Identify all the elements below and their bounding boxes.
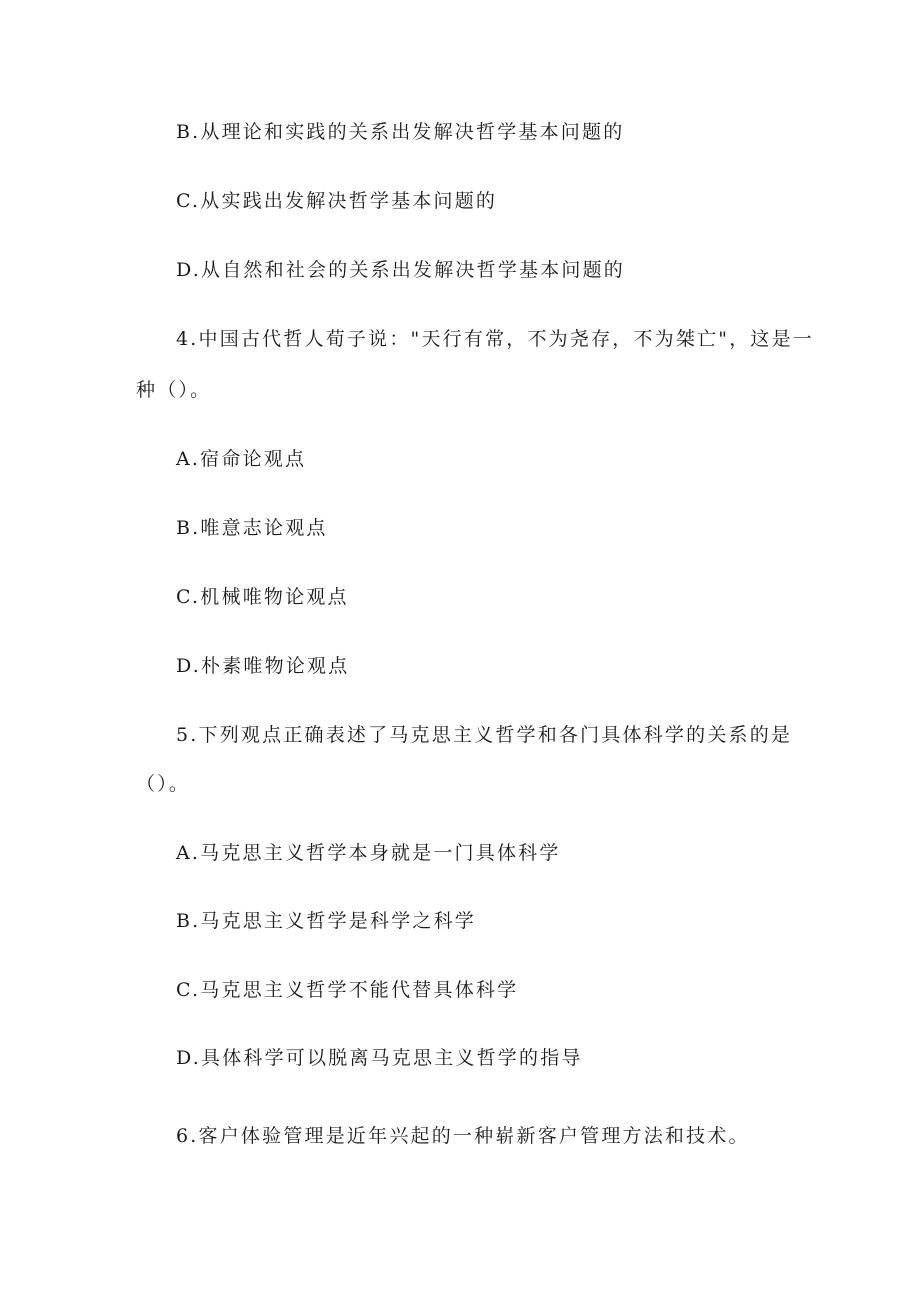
option-5a: A.马克思主义哲学本身就是一门具体科学 — [176, 842, 561, 864]
option-4c: C.机械唯物论观点 — [176, 586, 349, 608]
option-3b: B.从理论和实践的关系出发解决哲学基本问题的 — [176, 121, 625, 143]
option-5d: D.具体科学可以脱离马克思主义哲学的指导 — [176, 1047, 583, 1069]
option-4b: B.唯意志论观点 — [176, 517, 328, 539]
option-4d: D.朴素唯物论观点 — [176, 655, 350, 677]
question-6: 6.客户体验管理是近年兴起的一种崭新客户管理方法和技术。 — [176, 1125, 750, 1147]
question-5-line-1: 5.下列观点正确表述了马克思主义哲学和各门具体科学的关系的是 — [176, 724, 793, 746]
option-3c: C.从实践出发解决哲学基本问题的 — [176, 190, 498, 212]
option-5c: C.马克思主义哲学不能代替具体科学 — [176, 979, 519, 1001]
option-3d: D.从自然和社会的关系出发解决哲学基本问题的 — [176, 259, 625, 281]
question-5-line-2: （）。 — [136, 773, 191, 795]
option-5b: B.马克思主义哲学是科学之科学 — [176, 910, 477, 932]
question-4-line-2: 种（）。 — [136, 379, 212, 401]
question-4-line-1: 4.中国古代哲人荀子说："天行有常，不为尧存，不为桀亡"，这是一 — [176, 328, 815, 350]
option-4a: A.宿命论观点 — [176, 448, 307, 470]
